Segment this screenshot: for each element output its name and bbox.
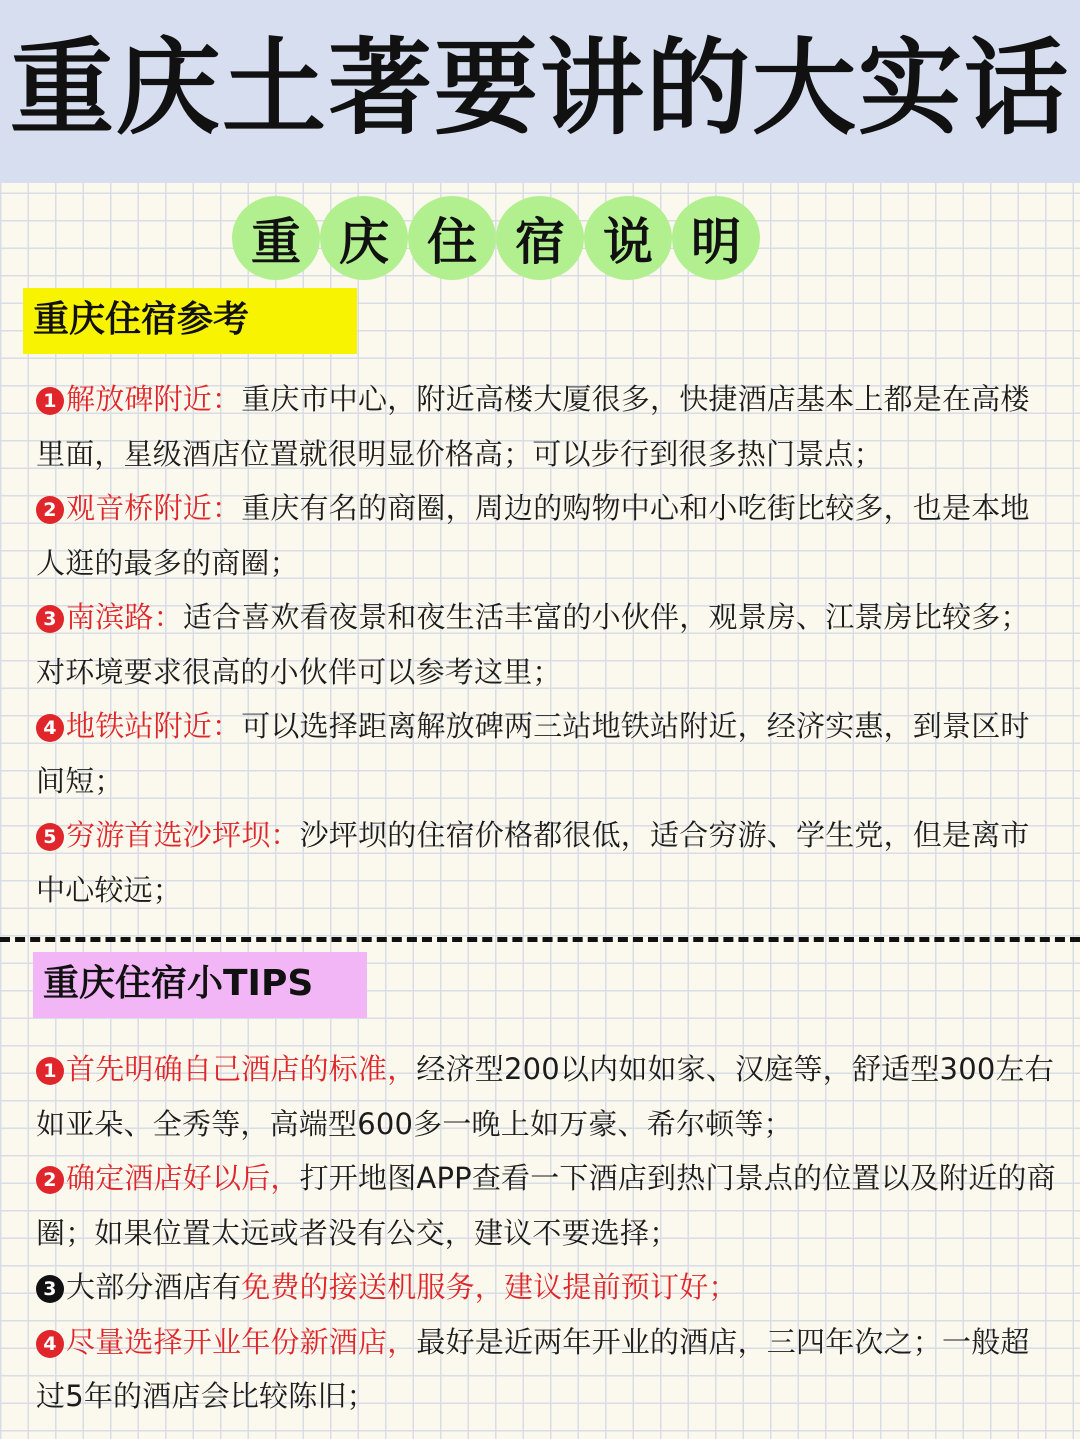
- tips-list: [36, 1042, 1056, 1424]
- item-highlight: 确定酒店好以后，: [66, 1161, 300, 1195]
- number-badge: 4: [36, 714, 64, 742]
- number-badge: 1: [36, 1057, 64, 1085]
- item-text: 可以选择距离解放碑两三站地铁站附近，经济实惠，到景区时间短；: [36, 709, 1030, 798]
- item-text: 经济型200以内如如家、汉庭等，舒适型300左右如亚朵、全秀等，高端型600多一晚上如万豪、希尔顿等；: [36, 1052, 1054, 1141]
- subtitle-char: 住: [408, 196, 496, 280]
- item-highlight: 首先明确自己酒店的标准，: [66, 1052, 417, 1086]
- list-item: [36, 481, 1056, 590]
- subtitle-char: 庆: [320, 196, 408, 280]
- item-highlight: 尽量选择开业年份新酒店，: [66, 1324, 417, 1359]
- item-text: 打开地图APP查看一下酒店到热门景点的位置以及附近的商圈；如果位置太远或者没有公交，建议不要选择；: [36, 1161, 1056, 1250]
- list-item: [36, 808, 1056, 917]
- subtitle-char: 重: [232, 196, 320, 280]
- number-badge: 3: [36, 1275, 64, 1303]
- page-title: 重庆土著要讲的大实话: [9, 27, 1070, 149]
- list-item: [36, 1151, 1056, 1260]
- item-label: 南滨路：: [66, 600, 183, 634]
- item-text: 大部分酒店有: [66, 1270, 242, 1304]
- subtitle-char: 说: [584, 196, 672, 280]
- list-item: [36, 1260, 1056, 1315]
- item-text: 适合喜欢看夜景和夜生活丰富的小伙伴，观景房、江景房比较多；对环境要求很高的小伙伴可以参考这里；: [36, 600, 1030, 689]
- number-badge: 1: [36, 387, 64, 415]
- header-band: [0, 0, 1080, 183]
- subtitle-char: 宿: [496, 196, 584, 280]
- list-item: [36, 1042, 1056, 1151]
- section-heading-reference: 重庆住宿参考: [23, 288, 357, 354]
- item-highlight: 免费的接送机服务，建议提前预订好；: [241, 1270, 738, 1304]
- reference-list: [36, 372, 1056, 917]
- list-item: [36, 372, 1056, 481]
- number-badge: 2: [36, 496, 64, 524]
- number-badge: 4: [36, 1330, 64, 1358]
- number-badge: 3: [36, 605, 64, 633]
- dashed-divider: [0, 937, 1080, 942]
- list-item: [36, 1315, 1056, 1424]
- item-text: 沙坪坝的住宿价格都很低，适合穷游、学生党，但是离市中心较远；: [36, 818, 1030, 907]
- section-heading-tips: 重庆住宿小TIPS: [33, 952, 367, 1018]
- item-label: 地铁站附近：: [66, 709, 242, 743]
- item-text: 最好是近两年开业的酒店，三四年次之；一般超过5年的酒店会比较陈旧；: [36, 1324, 1030, 1413]
- item-label: 穷游首选沙坪坝：: [66, 818, 300, 852]
- number-badge: 5: [36, 823, 64, 851]
- list-item: [36, 699, 1056, 808]
- subtitle-char: 明: [672, 196, 760, 280]
- number-badge: 2: [36, 1166, 64, 1194]
- item-label: 解放碑附近：: [66, 382, 242, 416]
- item-label: 观音桥附近：: [66, 491, 242, 525]
- item-text: 重庆市中心，附近高楼大厦很多，快捷酒店基本上都是在高楼里面，星级酒店位置就很明显价格高；可以步行到很多热门景点；: [36, 382, 1030, 471]
- subtitle-bubbles: [232, 196, 760, 280]
- list-item: [36, 590, 1056, 699]
- item-text: 重庆有名的商圈，周边的购物中心和小吃街比较多，也是本地人逛的最多的商圈；: [36, 491, 1030, 580]
